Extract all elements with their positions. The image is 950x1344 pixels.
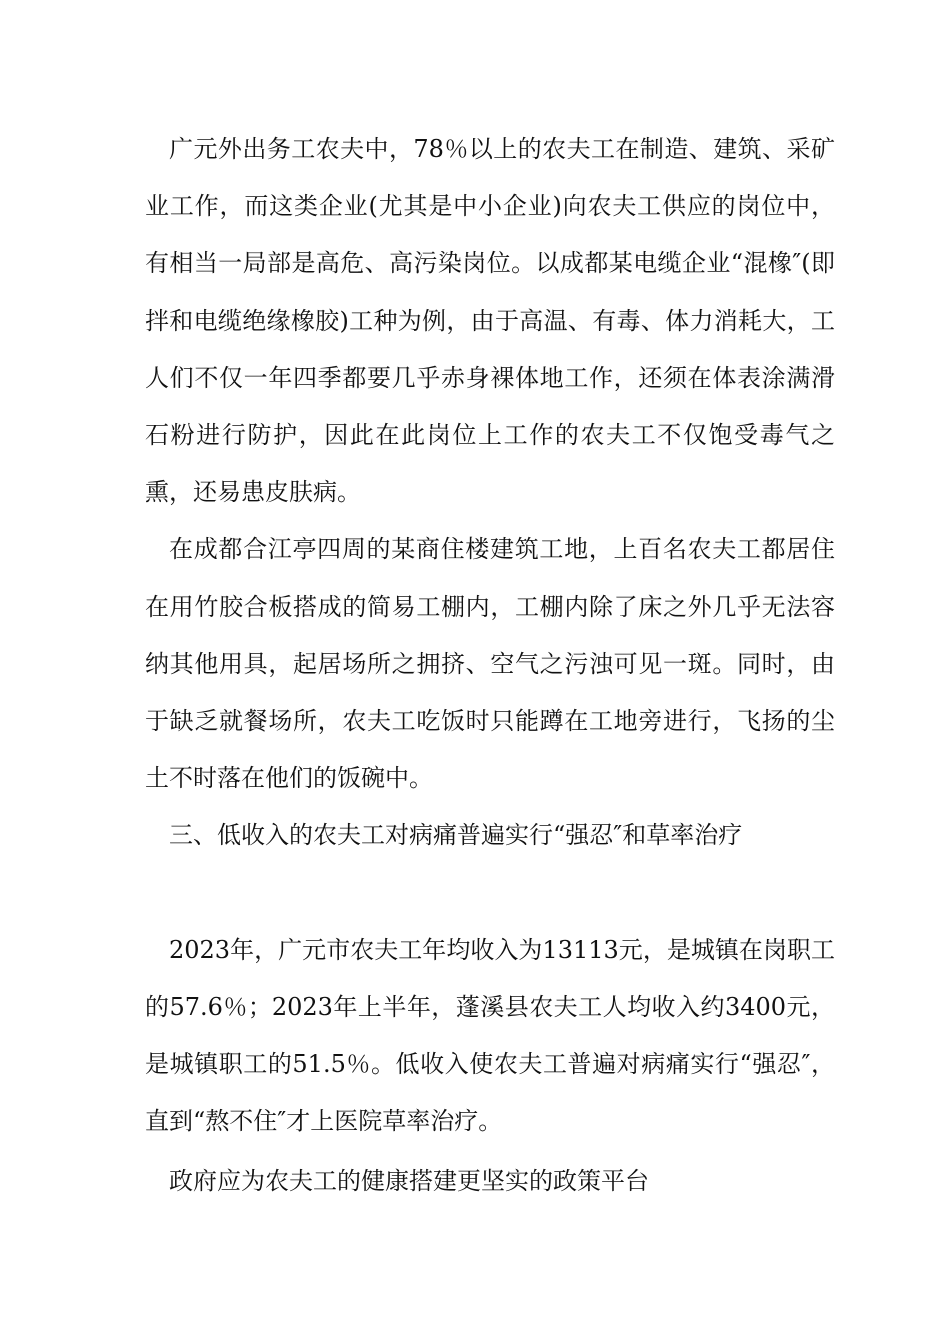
paragraph-income-statistics: 2023年，广元市农夫工年均收入为13113元，是城镇在岗职工的57.6％；2023年上半年，蓬溪县农夫工人均收入约3400元，是城镇职工的51.5％。低收入使农夫工普遍对病痛实行“强忍″，直到“熬不住″才上医院草率治疗。 [145,935,835,1136]
paragraph-workplace-hazards: 广元外出务工农夫中，78％以上的农夫工在制造、建筑、采矿业工作，而这类企业(尤其是中小企业)向农夫工供应的岗位中，有相当一局部是高危、高污染岗位。以成都某电缆企业“混橡″(即拌和电缆绝缘橡胶)工种为例，由于高温、有毒、体力消耗大，工人们不仅一年四季都要几乎赤身裸体地工作，还须在体表涂满滑石粉进行防护，因此在此岗位上工作的农夫工不仅饱受毒气之熏，还易患皮肤病。 [145,135,835,507]
blank-line [145,865,835,922]
paragraph-living-conditions: 在成都合江亭四周的某商住楼建筑工地，上百名农夫工都居住在用竹胶合板搭成的简易工棚内，工棚内除了床之外几乎无法容纳其他用具，起居场所之拥挤、空气之污浊可见一斑。同时，由于缺乏就餐场所，农夫工吃饭时只能蹲在工地旁进行，飞扬的尘土不时落在他们的饭碗中。 [145,535,835,793]
document-body [145,121,835,1210]
section-heading-low-income: 三、低收入的农夫工对病痛普遍实行“强忍″和草率治疗 [169,821,743,850]
paragraph-policy-heading: 政府应为农夫工的健康搭建更坚实的政策平台 [169,1166,649,1195]
